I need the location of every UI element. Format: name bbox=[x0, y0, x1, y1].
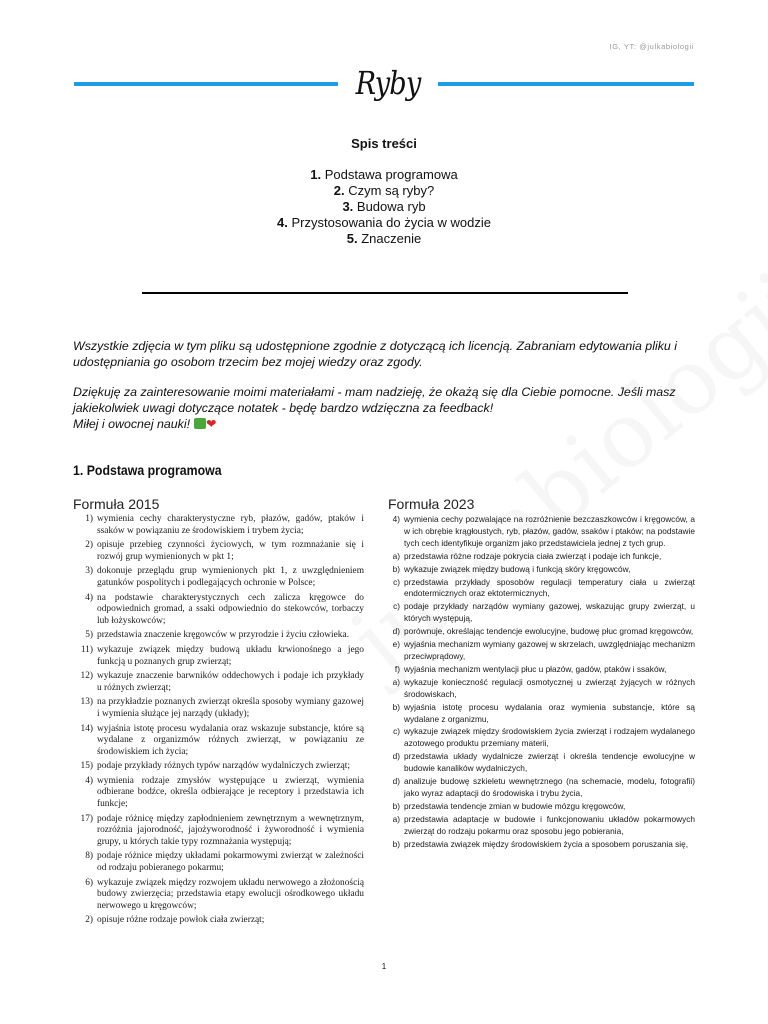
item-text: wyjaśnia istotę procesu wydalania oraz wymienia substancje, które są wydalane z organizmu, bbox=[404, 701, 695, 724]
item-text: wymienia cechy charakterystyczne ryb, płazów, gadów, ptaków i ssaków w powiązaniu ze środowiskiem i trybem życia; bbox=[97, 514, 364, 536]
license-note: Wszystkie zdjęcia w tym pliku są udostępnione zgodnie z dotyczącą ich licencją. Zabraniam edytowania pliku i udostępniania go osobom trzecim bez mojej wiedzy oraz zgody. bbox=[73, 339, 677, 369]
item-number: a) bbox=[392, 676, 400, 687]
item-number: b) bbox=[392, 838, 400, 849]
item-text: przedstawia układy wydalnicze zwierząt i określa tendencje ewolucyjne w budowie kanalików wydalniczych, bbox=[404, 751, 695, 774]
notes bbox=[73, 338, 703, 432]
item-number: 13) bbox=[80, 697, 93, 708]
item-text: przedstawia adaptacje w budowie i funkcjonowaniu układów pokarmowych zwierząt do rodzaju pokarmu oraz sposobu jego pobierania, bbox=[404, 813, 695, 836]
item-number: c) bbox=[393, 726, 400, 737]
column-title-2015: Formuła 2015 bbox=[73, 496, 160, 512]
requirement-item bbox=[385, 577, 695, 601]
requirement-item bbox=[385, 564, 695, 576]
requirement-item bbox=[73, 761, 364, 773]
item-number: 4) bbox=[85, 592, 93, 603]
requirement-item bbox=[385, 639, 695, 663]
requirement-item bbox=[73, 851, 364, 874]
item-number: 1) bbox=[85, 514, 93, 524]
requirement-item bbox=[73, 630, 364, 642]
requirement-item bbox=[385, 677, 695, 701]
page-number: 1 bbox=[381, 962, 387, 971]
requirement-item bbox=[385, 814, 695, 838]
closing-note: Miłej i owocnej nauki! ❤ bbox=[73, 417, 217, 431]
item-text: podaje różnicę między zapłodnieniem zewnętrznym a wewnętrznym, rozróżnia jajorodność, jajożyworodność i żyworodność i wymienia grupy, u których takie typy rozmnażania występują; bbox=[97, 813, 364, 847]
thanks-note: Dziękuję za zainteresowanie moimi materiałami - mam nadzieję, że okażą się dla Ciebie pomocne. Jeśli masz jakiekolwiek uwagi dotyczące notatek - będę bardzo wdzięczna za feedback! bbox=[73, 385, 676, 415]
requirement-item bbox=[385, 601, 695, 625]
requirements-2023 bbox=[385, 514, 695, 851]
toc-item: 3. Budowa ryb bbox=[342, 199, 426, 214]
item-number: 11) bbox=[80, 644, 93, 655]
item-number: f) bbox=[394, 663, 400, 674]
item-number: 2) bbox=[85, 915, 93, 926]
toc-item: 2. Czym są ryby? bbox=[333, 183, 435, 198]
requirement-item bbox=[73, 814, 364, 849]
item-number: b) bbox=[392, 701, 400, 712]
item-number: e) bbox=[392, 639, 400, 650]
item-text: przedstawia różne rodzaje pokrycia ciała zwierząt i podaje ich funkcje, bbox=[404, 550, 662, 561]
title-row bbox=[74, 64, 694, 108]
item-text: opisuje przebieg czynności życiowych, w tym rozmnażanie się i rozwój grup wymienionych w pkt 1; bbox=[97, 540, 364, 562]
requirement-item bbox=[385, 726, 695, 750]
item-text: podaje przykłady narządów wymiany gazowej, wskazując grupy zwierząt, u których występują, bbox=[404, 601, 695, 624]
heart-icon: ❤ bbox=[206, 417, 217, 431]
requirement-item bbox=[385, 702, 695, 726]
divider bbox=[142, 292, 628, 294]
toc-item: 1. Podstawa programowa bbox=[310, 167, 458, 182]
item-text: wymienia rodzaje zmysłów występujące u zwierząt, wymienia odbierane bodźce, określa odbierające je receptory i przedstawia ich funkcje; bbox=[97, 775, 364, 810]
requirement-item bbox=[73, 915, 364, 927]
requirement-item bbox=[73, 566, 364, 589]
requirement-item bbox=[73, 645, 364, 668]
item-text: analizuje budowę szkieletu wewnętrznego (na schemacie, modelu, fotografii) jako wyraz adaptacji do środowiska i trybu życia, bbox=[404, 776, 695, 798]
item-text: przedstawia przykłady sposobów regulacji temperatury ciała u zwierząt endotermicznych oraz ektotermicznych, bbox=[404, 576, 695, 599]
item-text: przedstawia znaczenie kręgowców w przyrodzie i życiu człowieka. bbox=[97, 630, 349, 641]
requirement-item bbox=[385, 514, 695, 550]
item-text: na przykładzie poznanych zwierząt określa sposoby wymiany gazowej i wymienia służące jej narządy (układy); bbox=[97, 697, 364, 719]
item-number: 2) bbox=[85, 540, 93, 551]
requirement-item bbox=[73, 878, 364, 913]
item-text: wykazuje związek między budową i funkcją skóry kręgowców, bbox=[404, 563, 631, 574]
item-text: opisuje różne rodzaje powłok ciała zwierząt; bbox=[97, 915, 265, 926]
item-number: 17) bbox=[80, 813, 93, 824]
item-text: przedstawia tendencje zmian w budowie mózgu kręgowców, bbox=[404, 800, 626, 811]
requirement-item bbox=[73, 724, 364, 759]
item-number: a) bbox=[392, 550, 400, 561]
requirement-item bbox=[73, 514, 364, 537]
title-bar-left bbox=[74, 82, 338, 86]
requirement-item bbox=[385, 626, 695, 638]
item-number: 5) bbox=[85, 630, 93, 641]
item-number: d) bbox=[392, 626, 400, 637]
requirements-2015 bbox=[73, 514, 364, 930]
item-text: wykazuje związek między środowiskiem życia zwierząt i rodzajem wydalanego azotowego produktu przemiany materii, bbox=[404, 726, 695, 749]
item-number: 8) bbox=[85, 851, 93, 862]
requirement-item bbox=[73, 540, 364, 563]
item-number: 12) bbox=[80, 671, 93, 682]
item-text: wykazuje związek między budową układu krwionośnego a jego funkcją u poznanych grup zwierząt; bbox=[97, 644, 364, 667]
requirement-item bbox=[73, 776, 364, 811]
item-number: 14) bbox=[80, 723, 93, 734]
item-number: 6) bbox=[85, 877, 93, 888]
requirement-item bbox=[385, 839, 695, 851]
item-text: dokonuje przeglądu grup wymienionych pkt 1, z uwzględnieniem gatunków pospolitych i podlegających ochronie w Polsce; bbox=[97, 566, 364, 588]
item-number: 4) bbox=[392, 514, 400, 524]
item-text: wykazuje konieczność regulacji osmotycznej u zwierząt żyjących w różnych środowiskach, bbox=[404, 676, 695, 699]
toc-item: 5. Znaczenie bbox=[346, 231, 422, 246]
item-text: porównuje, określając tendencje ewolucyjne, budowę płuc gromad kręgowców, bbox=[404, 626, 694, 637]
requirement-item bbox=[73, 671, 364, 694]
document-title: Ryby bbox=[355, 64, 421, 102]
item-text: podaje przykłady różnych typów narządów wydalniczych zwierząt; bbox=[97, 761, 351, 772]
item-text: wyjaśnia istotę procesu wydalania oraz wskazuje substancje, które są wydalane z organizmów różnych zwierząt, w powiązaniu ze środowiskiem ich życia; bbox=[97, 723, 364, 757]
item-number: 15) bbox=[80, 761, 93, 772]
book-icon bbox=[194, 418, 206, 429]
item-text: na podstawie charakterystycznych cech zalicza kręgowce do odpowiednich gromad, a ssaki odpowiednio do stekowców, torbaczy lub łożyskowców; bbox=[97, 592, 364, 626]
toc-item: 4. Przystosowania do życia w wodzie bbox=[277, 215, 491, 230]
requirement-item bbox=[73, 593, 364, 628]
item-text: przedstawia związek między środowiskiem życia a sposobem poruszania się, bbox=[404, 838, 689, 849]
item-number: b) bbox=[392, 800, 400, 811]
requirement-item bbox=[385, 551, 695, 563]
requirement-item bbox=[385, 664, 695, 676]
item-text: wyjaśnia mechanizm wymiany gazowej w skrzelach, uwzględniając mechanizm przeciwprądowy, bbox=[404, 639, 695, 661]
author-handle: IG, YT: @julkabiologii bbox=[609, 42, 694, 51]
item-text: wykazuje związek między rozwojem układu nerwowego a złożonością budowy zwierzęcia; przedstawia etapy ewolucji ośrodkowego układu nerwowego u kręgowców; bbox=[97, 877, 364, 911]
item-number: d) bbox=[392, 776, 400, 787]
item-number: 3) bbox=[85, 566, 93, 577]
item-text: wymienia cechy pozwalające na rozróżnienie bezczaszkowców i kręgowców, a w ich obrębie krągłoustych, ryb, płazów, gadów, ssaków i ptaków; na podstawie tych cech identyfikuje organizm jako przedstawiciela jednej z tych grup. bbox=[404, 514, 696, 548]
item-text: podaje różnice między układami pokarmowymi zwierząt w zależności od rodzaju pobieranego pokarmu; bbox=[97, 851, 364, 874]
requirement-item bbox=[385, 776, 695, 800]
item-number: b) bbox=[392, 563, 400, 574]
item-number: a) bbox=[392, 813, 400, 824]
item-text: wykazuje znaczenie barwników oddechowych i podaje ich przykłady u różnych zwierząt; bbox=[97, 671, 364, 693]
item-number: 4) bbox=[85, 775, 93, 786]
title-bar-right bbox=[438, 82, 694, 86]
toc-heading: Spis treści bbox=[351, 136, 417, 151]
item-number: d) bbox=[392, 751, 400, 762]
section-heading: 1. Podstawa programowa bbox=[73, 462, 222, 478]
requirement-item bbox=[385, 751, 695, 775]
requirement-item bbox=[73, 697, 364, 720]
column-title-2023: Formuła 2023 bbox=[388, 496, 475, 512]
item-text: wyjaśnia mechanizm wentylacji płuc u płazów, gadów, ptaków i ssaków, bbox=[404, 663, 667, 674]
requirement-item bbox=[385, 801, 695, 813]
item-number: c) bbox=[393, 601, 400, 612]
table-of-contents bbox=[0, 136, 768, 247]
item-number: c) bbox=[393, 576, 400, 587]
